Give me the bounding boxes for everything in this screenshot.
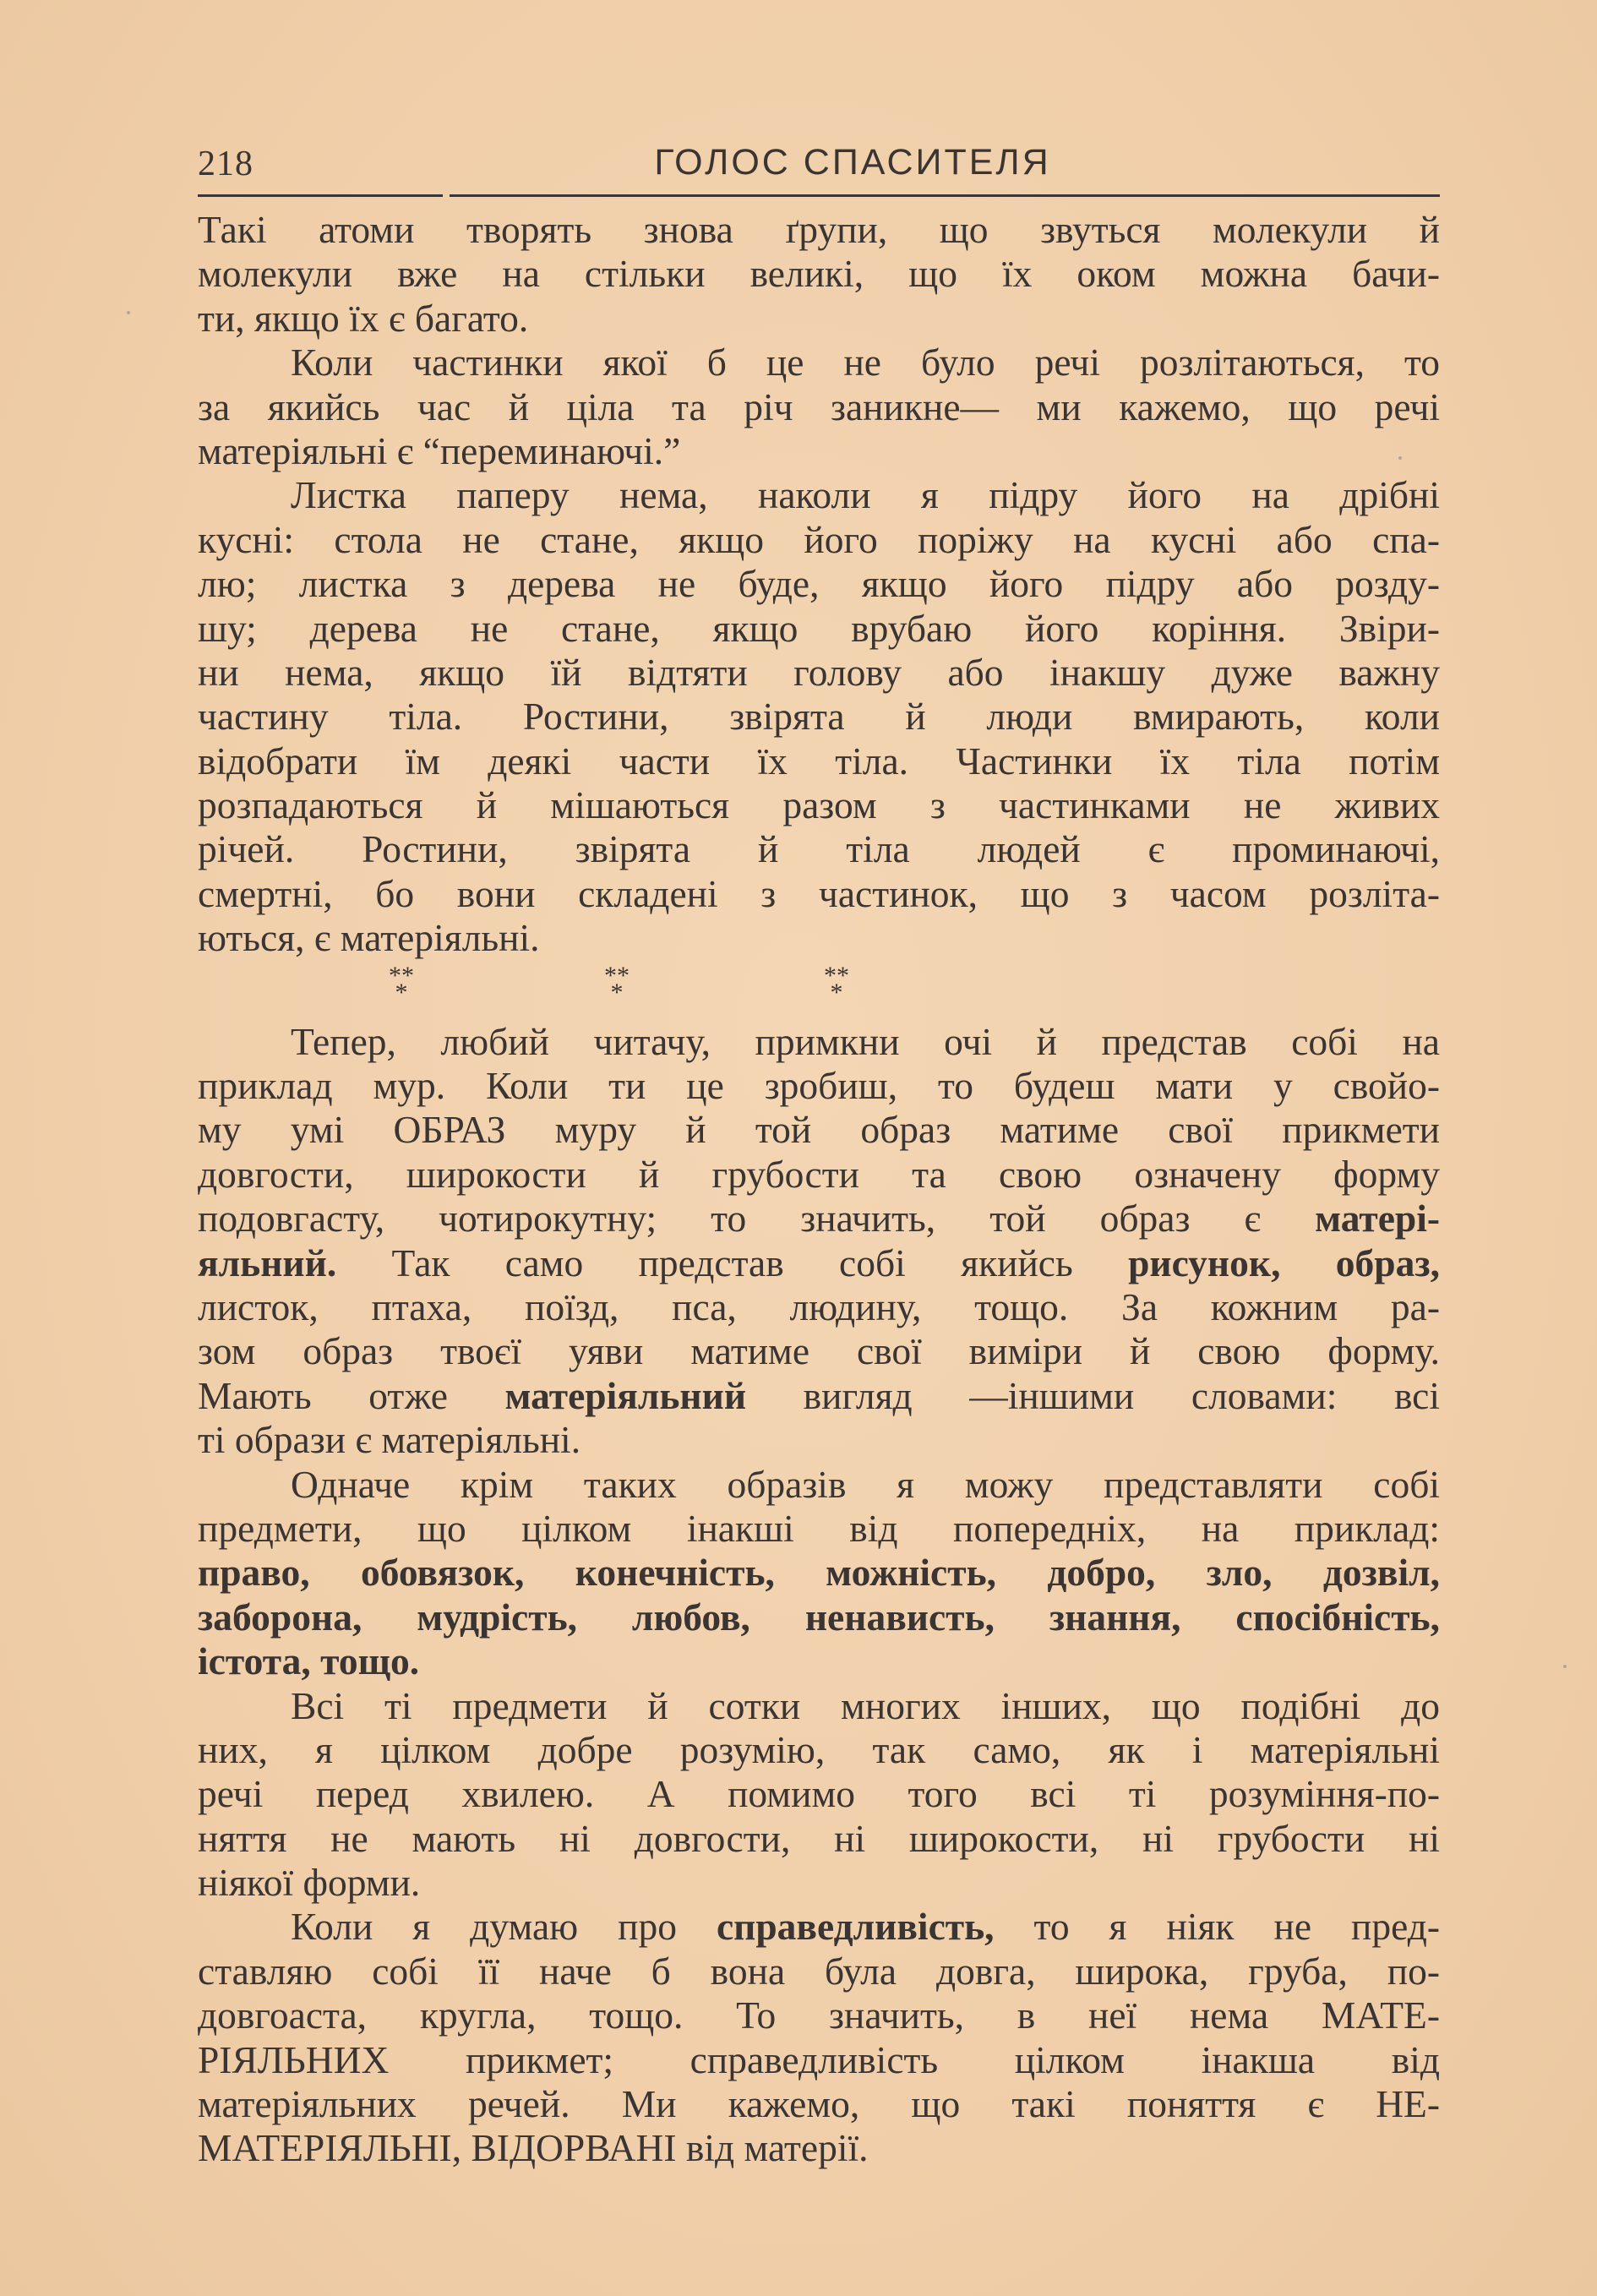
text-line — [198, 783, 1440, 827]
text-line — [198, 1197, 1440, 1241]
text-run: ніякої форми. — [198, 1861, 421, 1905]
text-line — [198, 1950, 1440, 1993]
text-run: довгости, широкости й грубости та свою означену форму — [198, 1152, 1440, 1196]
asterism: ** * — [824, 961, 849, 1006]
asterism: ** * — [604, 961, 630, 1006]
text-run: ставляю собі її наче б вона була довга, широка, груба, по- — [198, 1949, 1440, 1993]
text-run: Листка паперу нема, наколи я підру його на дрібні — [291, 473, 1440, 517]
text-line — [198, 1993, 1440, 2037]
text-line — [198, 1463, 1440, 1507]
running-title: ГОЛОС СПАСИТЕЛЯ — [654, 142, 1051, 183]
text-run: Мають отже — [198, 1373, 505, 1417]
bold-text: яльний. — [198, 1241, 337, 1284]
text-run: ються, є матеріяльні. — [198, 916, 540, 960]
bold-text: матеріяльний — [504, 1373, 747, 1417]
text-line — [198, 1595, 1440, 1639]
text-line — [198, 385, 1440, 429]
text-line — [198, 1905, 1440, 1949]
text-line — [198, 1728, 1440, 1772]
text-line — [198, 1241, 1440, 1285]
text-line — [198, 1639, 1440, 1683]
bold-text: істота, тощо. — [198, 1639, 420, 1683]
text-line — [198, 208, 1440, 252]
text-run: му умі ОБРАЗ муру й той образ матиме свої прикмети — [198, 1108, 1440, 1152]
text-line — [198, 297, 1440, 341]
text-run: кусні: стола не стане, якщо його поріжу на кусні або спа- — [198, 517, 1440, 561]
text-line — [198, 2126, 1440, 2170]
bold-text: право, обовязок, конечність, можність, добро, зло, дозвіл, — [198, 1551, 1440, 1595]
text-line — [198, 252, 1440, 296]
text-line — [198, 341, 1440, 384]
text-line — [198, 1418, 1440, 1462]
page-number: 218 — [198, 145, 253, 183]
text-run: ни нема, якщо їй відтяти голову або інакшу дуже важну — [198, 650, 1440, 694]
text-line — [198, 1285, 1440, 1329]
text-run: речі перед хвилею. А помимо того всі ті розуміння-по- — [198, 1772, 1440, 1816]
text-run: листок, птаха, поїзд, пса, людину, тощо. За кожним ра- — [198, 1284, 1440, 1328]
text-run: лю; листка з дерева не буде, якщо його підру або розду- — [198, 562, 1440, 606]
paper-speck — [127, 311, 130, 314]
text-run: матеріяльні є “переминаючі.” — [198, 428, 681, 472]
text-run: частину тіла. Ростини, звірята й люди вмирають, коли — [198, 695, 1440, 739]
paper-speck — [1563, 1665, 1567, 1668]
bold-text: справедливість, — [716, 1905, 995, 1949]
text-line — [198, 827, 1440, 871]
asterism: ** * — [389, 961, 414, 1006]
text-line — [198, 1684, 1440, 1728]
header-rule-left — [198, 194, 443, 197]
text-run: зом образ твоєї уяви матиме свої виміри й свою форму. — [198, 1329, 1440, 1373]
text-line — [198, 2038, 1440, 2082]
text-run: ті образи є матеріяльні. — [198, 1418, 581, 1462]
text-line — [198, 1861, 1440, 1905]
text-run: молекули вже на стільки великі, що їх оком можна бачи- — [198, 252, 1440, 296]
bold-text: матері- — [1315, 1197, 1440, 1241]
bold-text: рисунок, образ, — [1128, 1241, 1440, 1284]
text-run: Коли частинки якої б це не було речі розлітаються, то — [291, 341, 1440, 384]
text-line — [198, 1153, 1440, 1197]
text-run: РІЯЛЬНИХ прикмет; справедливість цілком інакша від — [198, 2037, 1440, 2081]
text-run: річей. Ростини, звірята й тіла людей є проминаючі, — [198, 827, 1440, 871]
text-run: Тепер, любий читачу, примкни очі й представ собі на — [291, 1019, 1440, 1063]
text-run: приклад мур. Коли ти це зробиш, то будеш мати у свойо- — [198, 1064, 1440, 1108]
page-body — [198, 208, 1440, 2171]
text-run: матеріяльних речей. Ми кажемо, що такі поняття є НЕ- — [198, 2082, 1440, 2126]
text-run: подовгасту, чотирокутну; то значить, той образ є — [198, 1197, 1316, 1241]
text-line — [198, 1551, 1440, 1595]
text-line — [198, 473, 1440, 517]
text-line — [198, 2082, 1440, 2126]
text-run: розпадаються й мішаються разом з частинками не живих — [198, 783, 1440, 827]
text-line — [198, 739, 1440, 783]
text-run: Такі атоми творять знова ґрупи, що звуться молекули й — [198, 208, 1440, 251]
text-line — [198, 562, 1440, 606]
text-run: вигляд —іншими словами: всі — [746, 1373, 1440, 1417]
text-run: довгоаста, кругла, тощо. То значить, в неї нема МАТЕ- — [198, 1993, 1440, 2037]
text-run: смертні, бо вони складені з частинок, що з часом розліта- — [198, 871, 1440, 915]
text-run: відобрати їм деякі части їх тіла. Частинки їх тіла потім — [198, 739, 1440, 783]
text-run: то я ніяк не пред- — [994, 1905, 1440, 1949]
header-rule-right — [450, 194, 1440, 197]
text-line — [198, 1020, 1440, 1064]
text-run: Одначе крім таких образів я можу представляти собі — [291, 1462, 1440, 1506]
text-run: няття не мають ні довгости, ні широкости, ні грубости ні — [198, 1816, 1440, 1860]
page-header — [198, 137, 1440, 188]
text-line — [198, 1329, 1440, 1373]
text-run: за якийсь час й ціла та річ заникне— ми кажемо, що речі — [198, 384, 1440, 428]
text-line — [198, 518, 1440, 562]
text-line — [198, 1374, 1440, 1418]
text-run: них, я цілком добре розумію, так само, як і матеріяльні — [198, 1727, 1440, 1771]
text-line — [198, 695, 1440, 739]
text-run: Так само представ собі якийсь — [336, 1241, 1129, 1284]
text-run: МАТЕРІЯЛЬНІ, ВІДОРВАНІ від матерії. — [198, 2126, 869, 2170]
text-line — [198, 607, 1440, 651]
text-line — [198, 916, 1440, 960]
text-line — [198, 651, 1440, 695]
text-run: предмети, що цілком інакші від попередніх, на приклад: — [198, 1506, 1440, 1550]
paper-speck — [1398, 456, 1402, 460]
text-run: ти, якщо їх є багато. — [198, 296, 529, 340]
section-separator — [198, 961, 1440, 1020]
text-line — [198, 1772, 1440, 1816]
text-run: Коли я думаю про — [291, 1905, 717, 1949]
bold-text: заборона, мудрість, любов, ненависть, знання, спосібність, — [198, 1595, 1440, 1639]
text-line — [198, 1507, 1440, 1551]
text-line — [198, 1108, 1440, 1152]
text-run: Всі ті предмети й сотки многих інших, що подібні до — [291, 1683, 1440, 1727]
text-line — [198, 429, 1440, 473]
text-run: шу; дерева не стане, якщо врубаю його коріння. Звіри- — [198, 606, 1440, 650]
text-line — [198, 872, 1440, 916]
text-line — [198, 1064, 1440, 1108]
text-line — [198, 1817, 1440, 1861]
